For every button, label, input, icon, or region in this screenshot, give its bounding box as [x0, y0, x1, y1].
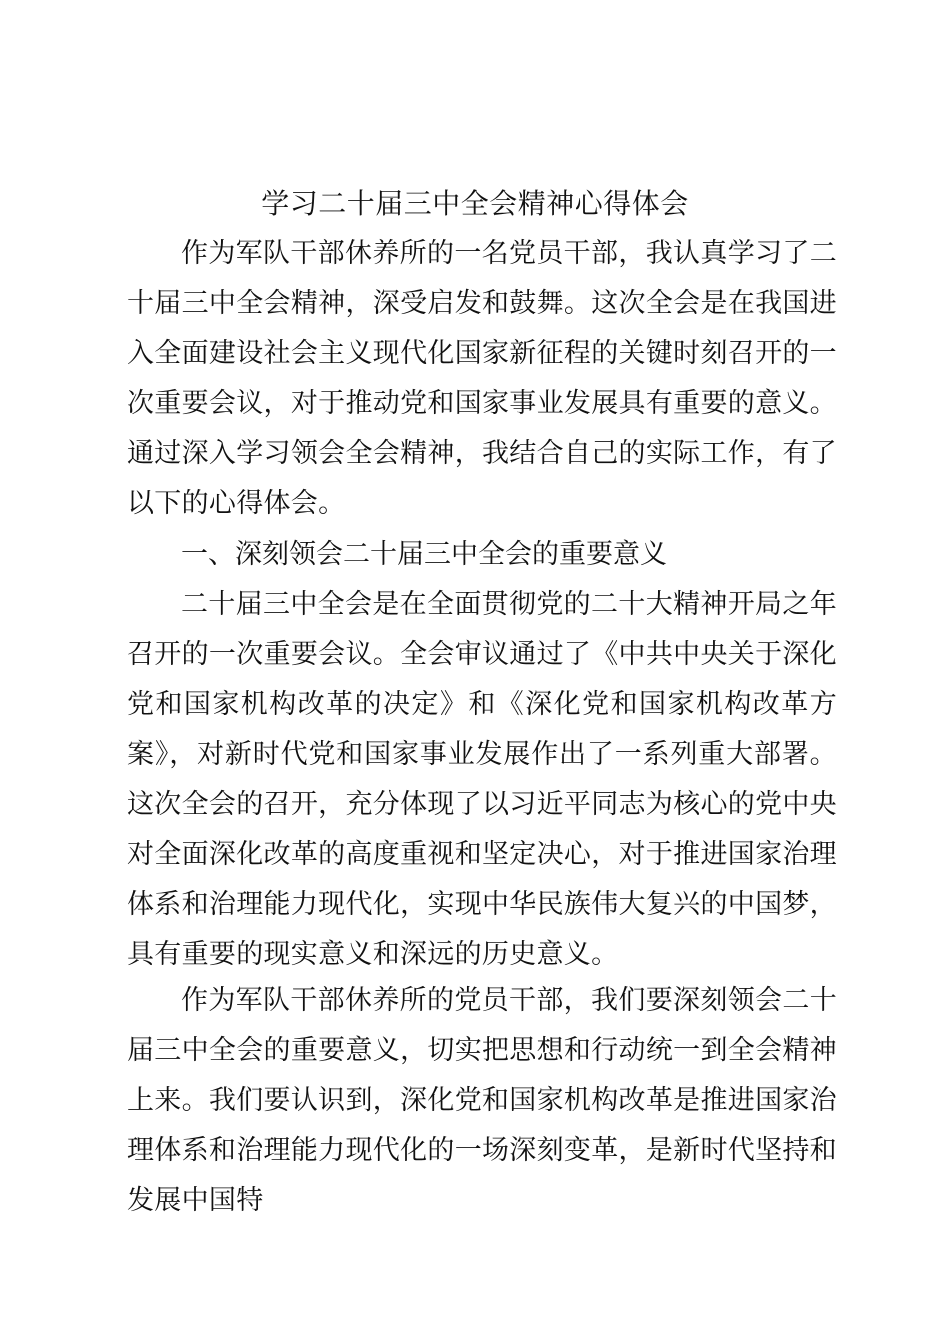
paragraph-text: 作为军队干部休养所的一名党员干部，我认真学习了二十届三中全会精神，深受启发和鼓舞。这次全会是在我国进入全面建设社会主义现代化国家新征程的关键时刻召开的一次重要会议，对于推动党和国家事业发展具有重要的意义。通过深入学习领会全会精神，我结合自己的实际工作，有了以下的心得体会。: [127, 238, 837, 519]
paragraph-understanding: [127, 976, 837, 1226]
paragraph-significance: [127, 580, 837, 980]
paragraph-intro: [127, 229, 837, 529]
document-title: 学习二十届三中全会精神心得体会: [261, 187, 689, 220]
section-heading: 一、深刻领会二十届三中全会的重要意义: [181, 539, 667, 570]
paragraph-text: 作为军队干部休养所的党员干部，我们要深刻领会二十届三中全会的重要意义，切实把思想和行动统一到全会精神上来。我们要认识到，深化党和国家机构改革是推进国家治理体系和治理能力现代化的一场深刻变革，是新时代坚持和发展中国特: [127, 985, 837, 1216]
paragraph-text: 二十届三中全会是在全面贯彻党的二十大精神开局之年召开的一次重要会议。全会审议通过了《中共中央关于深化党和国家机构改革的决定》和《深化党和国家机构改革方案》，对新时代党和国家事业发展作出了一系列重大部署。这次全会的召开，充分体现了以习近平同志为核心的党中央对全面深化改革的高度重视和坚定决心，对于推进国家治理体系和治理能力现代化，实现中华民族伟大复兴的中国梦，具有重要的现实意义和深远的历史意义。: [127, 589, 837, 970]
